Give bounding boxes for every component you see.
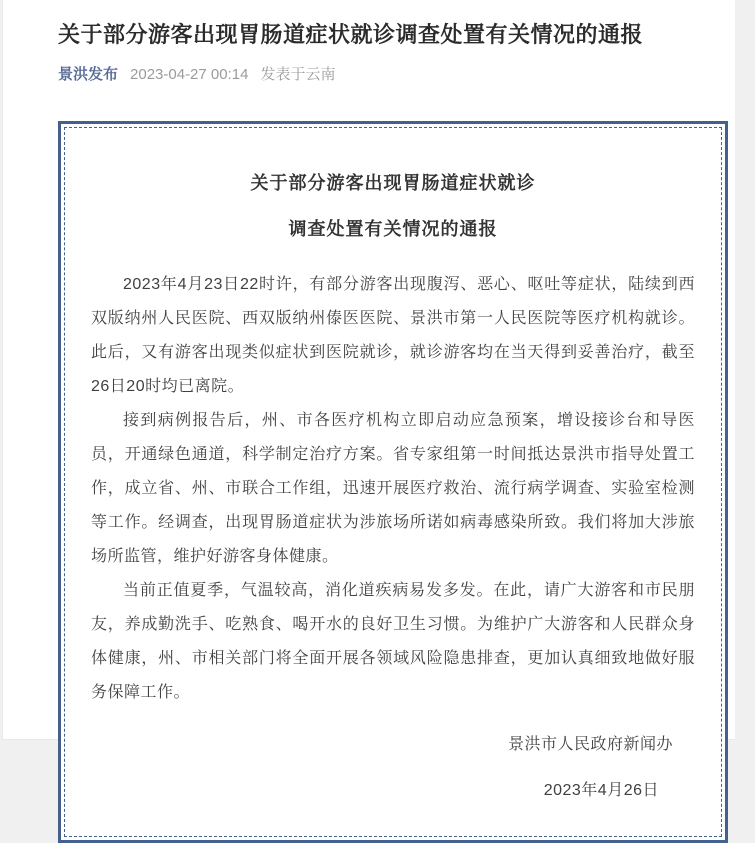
notice-paragraph-3: 当前正值夏季，气温较高，消化道疾病易发多发。在此，请广大游客和市民朋友，养成勤洗手、吃熟食、喝开水的良好卫生习惯。为维护广大游客和人民群众身体健康，州、市相关部门将全面开展各领域风险隐患排查，更加认真细致地做好服务保障工作。 (91, 582, 695, 701)
notice-body (91, 268, 695, 710)
notice-paragraph-2: 接到病例报告后，州、市各医疗机构立即启动应急预案，增设接诊台和导医员，开通绿色通道，科学制定治疗方案。省专家组第一时间抵达景洪市指导处置工作，成立省、州、市联合工作组，迅速开展医疗救治、流行病学调查、实验室检测等工作。经调查，出现胃肠道症状为涉旅场所诺如病毒感染所致。我们将加大涉旅场所监管，维护好游客身体健康。 (91, 412, 695, 565)
notice-paragraph-1: 2023年4月23日22时许，有部分游客出现腹泻、恶心、呕吐等症状，陆续到西双版纳州人民医院、西双版纳州傣医医院、景洪市第一人民医院等医疗机构就诊。此后，又有游客出现类似症状到医院就诊，就诊游客均在当天得到妥善治疗，截至26日20时均已离院。 (91, 276, 695, 395)
publish-timestamp: 2023-04-27 00:14 (130, 66, 249, 83)
signature-block (91, 728, 695, 808)
notice-outer-border (58, 121, 728, 843)
notice-title (91, 160, 695, 252)
issuing-authority: 景洪市人民政府新闻办 (507, 736, 673, 753)
publisher-account-link[interactable]: 景洪发布 (58, 66, 119, 83)
notice-title-line2: 调查处置有关情况的通报 (288, 219, 498, 239)
notice-document (64, 127, 722, 837)
article-card (2, 0, 735, 799)
publish-location: 发表于云南 (260, 66, 336, 83)
notice-title-line1: 关于部分游客出现胃肠道症状就诊 (250, 173, 536, 193)
byline (3, 50, 735, 85)
page-title: 关于部分游客出现胃肠道症状就诊调查处置有关情况的通报 (58, 22, 644, 47)
notice-date: 2023年4月26日 (543, 782, 659, 799)
